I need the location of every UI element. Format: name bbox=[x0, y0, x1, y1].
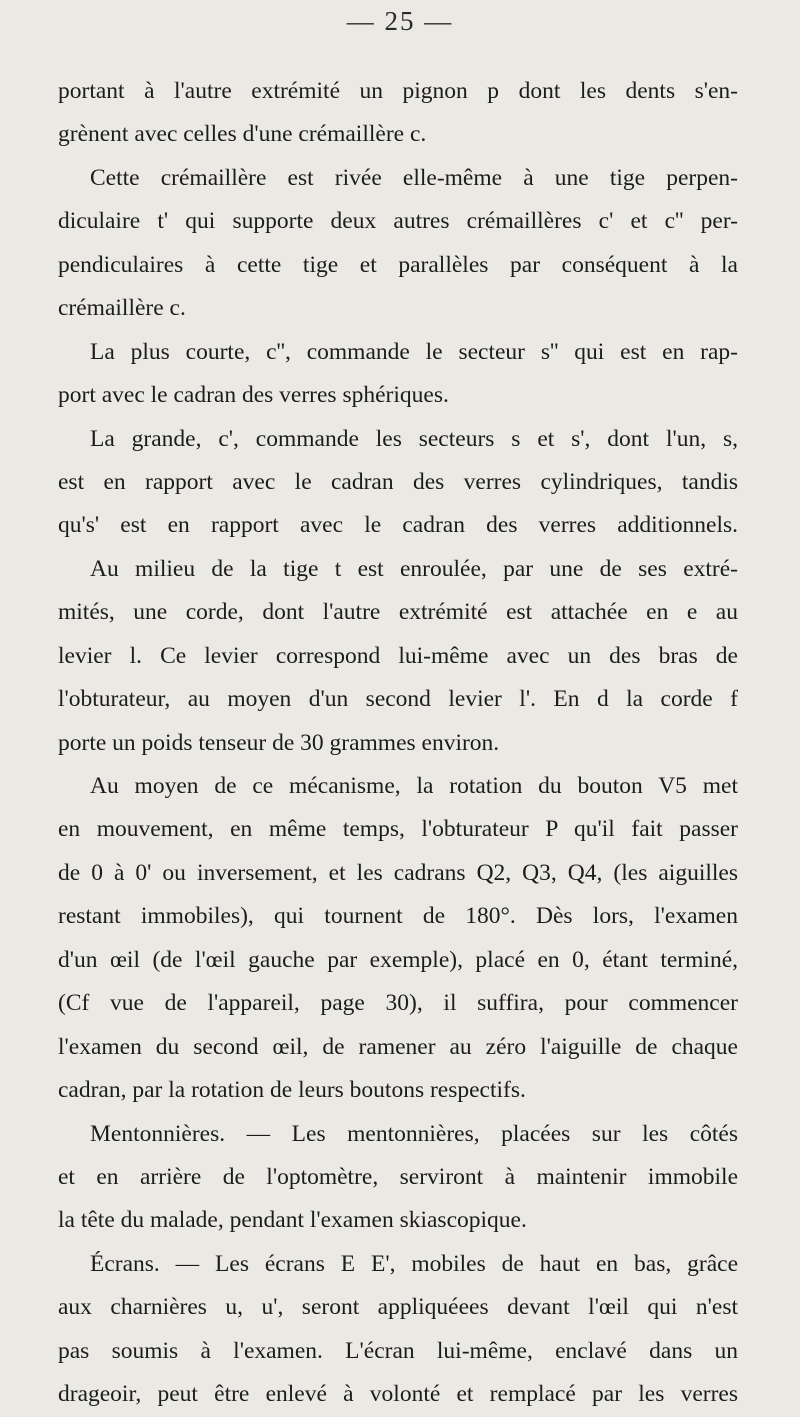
text-line: qu's' est en rapport avec le cadran des verres additionnels. bbox=[58, 512, 738, 539]
body-text bbox=[58, 70, 738, 1417]
text-line: aux charnières u, u', seront appliquéees devant l'œil qui n'est bbox=[58, 1294, 738, 1321]
text-line: restant immobiles), qui tournent de 180°. Dès lors, l'examen bbox=[58, 903, 738, 930]
text-line: grènent avec celles d'une crémaillère c. bbox=[58, 121, 427, 148]
text-line: cadran, par la rotation de leurs boutons respectifs. bbox=[58, 1077, 526, 1104]
text-line: levier l. Ce levier correspond lui-même avec un des bras de bbox=[58, 642, 738, 669]
text-line: en mouvement, en même temps, l'obturateur P qu'il fait passer bbox=[58, 816, 738, 843]
text-line: La grande, c', commande les secteurs s et s', dont l'un, s, bbox=[90, 425, 738, 452]
text-line: port avec le cadran des verres sphériques. bbox=[58, 382, 449, 409]
text-line: La plus courte, c'', commande le secteur s'' qui est en rap- bbox=[90, 338, 738, 365]
text-line: drageoir, peut être enlevé à volonté et remplacé par les verres bbox=[58, 1381, 738, 1408]
text-line: diculaire t' qui supporte deux autres crémaillères c' et c'' per- bbox=[58, 208, 738, 235]
page-number: — 25 — bbox=[346, 6, 454, 36]
text-line: mités, une corde, dont l'autre extrémité est attachée en e au bbox=[58, 599, 738, 626]
text-line: portant à l'autre extrémité un pignon p dont les dents s'en- bbox=[58, 78, 738, 104]
text-line: l'examen du second œil, de ramener au zéro l'aiguille de chaque bbox=[58, 1033, 738, 1060]
text-line: l'obturateur, au moyen d'un second levier l'. En d la corde f bbox=[58, 686, 738, 713]
text-line: de 0 à 0' ou inversement, et les cadrans Q2, Q3, Q4, (les aiguilles bbox=[58, 859, 738, 886]
text-line: pendiculaires à cette tige et parallèles par conséquent à la bbox=[58, 251, 738, 278]
text-line: Au moyen de ce mécanisme, la rotation du bouton V5 met bbox=[90, 773, 738, 799]
text-line: porte un poids tenseur de 30 grammes environ. bbox=[58, 729, 500, 756]
text-line: d'un œil (de l'œil gauche par exemple), placé en 0, étant terminé, bbox=[58, 946, 738, 973]
text-line: pas soumis à l'examen. L'écran lui-même, enclavé dans un bbox=[58, 1337, 738, 1364]
text-line: Écrans. — Les écrans E E', mobiles de haut en bas, grâce bbox=[90, 1250, 738, 1277]
text-line: et en arrière de l'optomètre, serviront à maintenir immobile bbox=[58, 1163, 738, 1190]
text-line: est en rapport avec le cadran des verres cylindriques, tandis bbox=[58, 468, 738, 495]
text-line: (Cf vue de l'appareil, page 30), il suffira, pour commencer bbox=[58, 990, 738, 1017]
text-line: la tête du malade, pendant l'examen skiascopique. bbox=[58, 1207, 527, 1234]
text-line: Au milieu de la tige t est enroulée, par une de ses extré- bbox=[90, 555, 738, 582]
text-line: crémaillère c. bbox=[58, 295, 186, 322]
text-line: Cette crémaillère est rivée elle-même à une tige perpen- bbox=[90, 164, 738, 191]
text-line: Mentonnières. — Les mentonnières, placées sur les côtés bbox=[90, 1120, 738, 1147]
